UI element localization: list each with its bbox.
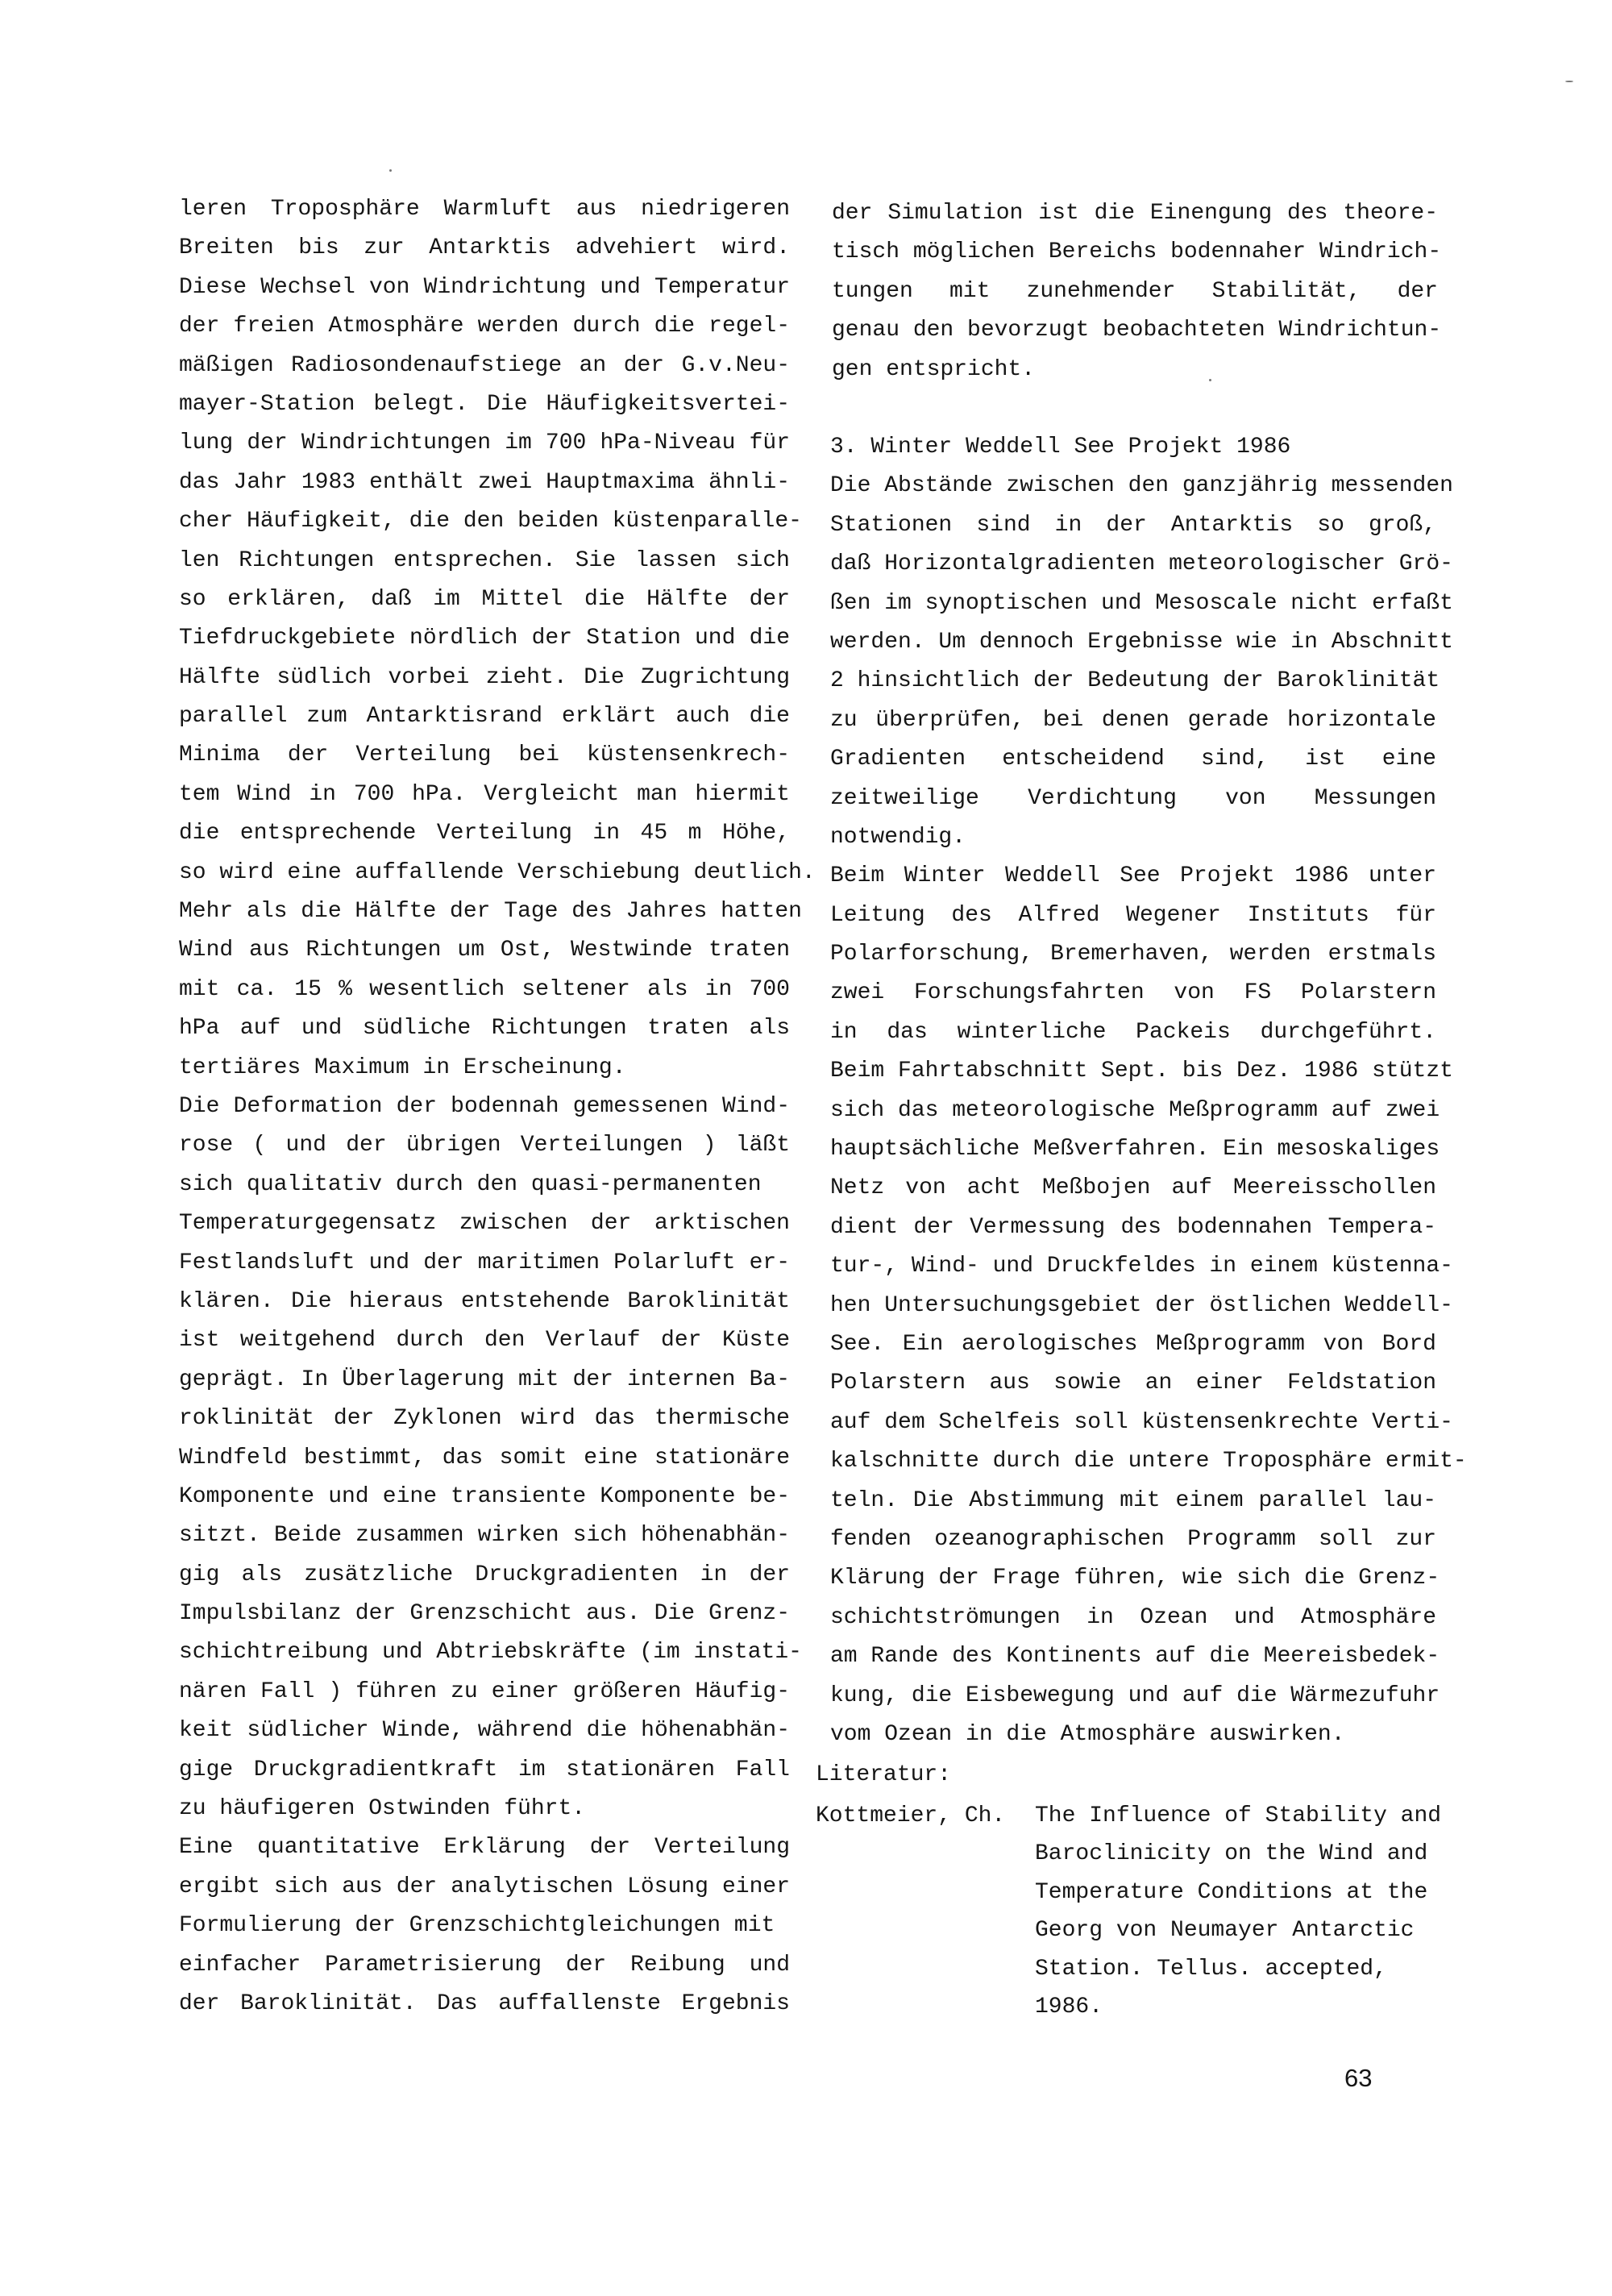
text-line: notwendig. xyxy=(830,824,966,850)
text-line: Impulsbilanz der Grenzschicht aus. Die Grenz- xyxy=(179,1601,790,1627)
text-line: Die Abstände zwischen den ganzjährig messenden xyxy=(830,473,1453,499)
text-line: gig als zusätzliche Druckgradienten in der xyxy=(179,1562,790,1587)
text-line: Leitung des Alfred Wegener Instituts für xyxy=(830,902,1436,928)
text-line: tem Wind in 700 hPa. Vergleicht man hiermit xyxy=(179,781,790,807)
text-line: Polarstern aus sowie an einer Feldstation xyxy=(830,1371,1436,1396)
text-line: Komponente und eine transiente Komponente be- xyxy=(179,1483,790,1509)
text-line: werden. Um dennoch Ergebnisse wie in Abschnitt xyxy=(830,629,1453,655)
text-line: nären Fall ) führen zu einer größeren Häufig- xyxy=(179,1678,790,1704)
text-line: hen Untersuchungsgebiet der östlichen Weddell- xyxy=(830,1292,1453,1318)
literature-heading xyxy=(816,1756,1057,1795)
text-line: Temperaturgegensatz zwischen der arktischen xyxy=(179,1211,790,1237)
text-line: ergibt sich aus der analytischen Lösung einer xyxy=(179,1874,790,1899)
text-line: zwei Forschungsfahrten von FS Polarstern xyxy=(830,980,1436,1006)
text-line: sich qualitativ durch den quasi-permanenten xyxy=(179,1171,762,1197)
text-line: Festlandsluft und der maritimen Polarluft er- xyxy=(179,1250,790,1275)
text-line: Beim Fahrtabschnitt Sept. bis Dez. 1986 stützt xyxy=(830,1059,1453,1084)
reference-title-line: Station. Tellus. accepted, xyxy=(1035,1956,1387,1982)
reference-author-block xyxy=(816,1797,1025,1835)
text-line: der Baroklinität. Das auffallenste Ergebnis xyxy=(179,1990,790,2016)
text-line: mäßigen Radiosondenaufstiege an der G.v.Neu- xyxy=(179,352,790,378)
text-line: Klärung der Frage führen, wie sich die Grenz- xyxy=(830,1566,1440,1591)
text-line: Diese Wechsel von Windrichtung und Temperatur xyxy=(179,274,790,300)
text-line: so erklären, daß im Mittel die Hälfte der xyxy=(179,586,790,612)
text-line: einfacher Parametrisierung der Reibung und xyxy=(179,1952,790,1978)
text-line: ist weitgehend durch den Verlauf der Küste xyxy=(179,1328,790,1354)
reference-author: Kottmeier, Ch. xyxy=(816,1803,1006,1828)
reference-title-line: Georg von Neumayer Antarctic xyxy=(1035,1918,1415,1944)
text-line: tur-, Wind- und Druckfeldes in einem küstenna- xyxy=(830,1254,1453,1279)
text-line: genau den bevorzugt beobachteten Windrichtun- xyxy=(832,318,1442,343)
text-line: Eine quantitative Erklärung der Verteilung xyxy=(179,1835,790,1861)
text-line: rose ( und der übrigen Verteilungen ) läßt xyxy=(179,1133,790,1158)
text-line: hauptsächliche Meßverfahren. Ein mesoskaliges xyxy=(830,1137,1440,1163)
text-line: der Simulation ist die Einengung des theore- xyxy=(832,201,1438,226)
text-line: der freien Atmosphäre werden durch die regel- xyxy=(179,314,790,339)
text-line: die entsprechende Verteilung in 45 m Höhe, xyxy=(179,821,790,846)
text-line: teln. Die Abstimmung mit einem parallel lau- xyxy=(830,1487,1436,1513)
text-line: auf dem Schelfeis soll küstensenkrechte Verti- xyxy=(830,1409,1453,1435)
text-line: ßen im synoptischen und Mesoscale nicht erfaßt xyxy=(830,590,1453,616)
section-heading: 3. Winter Weddell See Projekt 1986 xyxy=(830,435,1291,460)
text-line: leren Troposphäre Warmluft aus niedrigeren xyxy=(179,197,790,222)
text-line: roklinität der Zyklonen wird das thermische xyxy=(179,1406,790,1432)
text-line: am Rande des Kontinents auf die Meereisbedek- xyxy=(830,1644,1440,1670)
page-number: 63 xyxy=(1344,2064,1373,2092)
text-line: keit südlicher Winde, während die höhenabhän- xyxy=(179,1718,790,1744)
text-line: zeitweilige Verdichtung von Messungen xyxy=(830,785,1436,811)
text-line: daß Horizontalgradienten meteorologischer Grö- xyxy=(830,551,1453,577)
reference-title-line: The Influence of Stability and xyxy=(1035,1803,1442,1828)
text-line: lung der Windrichtungen im 700 hPa-Niveau für xyxy=(179,430,790,456)
text-line: Tiefdruckgebiete nördlich der Station und die xyxy=(179,626,790,651)
text-line: Beim Winter Weddell See Projekt 1986 unter xyxy=(830,863,1436,889)
text-line: Polarforschung, Bremerhaven, werden erstmals xyxy=(830,942,1436,967)
text-line: Netz von acht Meßbojen auf Meereisschollen xyxy=(830,1175,1436,1201)
text-line: hPa auf und südliche Richtungen traten als xyxy=(179,1016,790,1042)
text-line: len Richtungen entsprechen. Sie lassen sich xyxy=(179,547,790,573)
text-line: cher Häufigkeit, die den beiden küstenparalle- xyxy=(179,509,802,534)
text-line: sich das meteorologische Meßprogramm auf zwei xyxy=(830,1097,1440,1123)
scan-mark xyxy=(1565,81,1573,82)
text-line: Breiten bis zur Antarktis advehiert wird. xyxy=(179,235,790,261)
scan-speck xyxy=(389,169,392,172)
text-line: Windfeld bestimmt, das somit eine stationäre xyxy=(179,1445,790,1470)
text-line: das Jahr 1983 enthält zwei Hauptmaxima ähnli- xyxy=(179,469,790,495)
text-line: mayer-Station belegt. Die Häufigkeitsvertei- xyxy=(179,391,790,417)
text-line: sitzt. Beide zusammen wirken sich höhenabhän- xyxy=(179,1523,790,1549)
reference-title-line: Baroclinicity on the Wind and xyxy=(1035,1841,1428,1867)
text-line: Gradienten entscheidend sind, ist eine xyxy=(830,747,1436,772)
reference-title-block xyxy=(1035,1797,1442,2026)
text-line: Stationen sind in der Antarktis so groß, xyxy=(830,512,1436,538)
text-line: in das winterliche Packeis durchgeführt. xyxy=(830,1019,1436,1045)
text-line: vom Ozean in die Atmosphäre auswirken. xyxy=(830,1721,1345,1747)
right-text-column-main xyxy=(830,428,1467,1754)
reference-title-line: Temperature Conditions at the xyxy=(1035,1879,1428,1905)
text-line: Hälfte südlich vorbei zieht. Die Zugrichtung xyxy=(179,664,790,690)
text-line: tungen mit zunehmender Stabilität, der xyxy=(832,278,1438,304)
text-line: klären. Die hieraus entstehende Baroklinität xyxy=(179,1288,790,1314)
text-line: tertiäres Maximum in Erscheinung. xyxy=(179,1054,626,1080)
text-line: Die Deformation der bodennah gemessenen Wind- xyxy=(179,1093,790,1119)
text-line: See. Ein aerologisches Meßprogramm von Bord xyxy=(830,1331,1436,1357)
text-line: zu häufigeren Ostwinden führt. xyxy=(179,1796,586,1822)
text-line: parallel zum Antarktisrand erklärt auch die xyxy=(179,704,790,730)
text-line: Mehr als die Hälfte der Tage des Jahres hatten xyxy=(179,899,802,925)
left-text-column xyxy=(179,190,816,2024)
text-line: dient der Vermessung des bodennahen Tempera- xyxy=(830,1214,1436,1240)
text-line: so wird eine auffallende Verschiebung deutlich. xyxy=(179,859,816,885)
text-line: Minima der Verteilung bei küstensenkrech- xyxy=(179,742,790,768)
text-line: Formulierung der Grenzschichtgleichungen mit xyxy=(179,1913,775,1939)
text-line: Wind aus Richtungen um Ost, Westwinde traten xyxy=(179,938,790,963)
text-line: geprägt. In Überlagerung mit der internen Ba- xyxy=(179,1366,790,1392)
text-line: gen entspricht. xyxy=(832,356,1036,382)
text-line: tisch möglichen Bereichs bodennaher Windrich- xyxy=(832,239,1442,265)
text-line: mit ca. 15 % wesentlich seltener als in 700 xyxy=(179,976,790,1002)
reference-title-line: 1986. xyxy=(1035,1994,1103,2019)
text-line: schichtreibung und Abtriebskräfte (im instati- xyxy=(179,1640,802,1666)
text-line: 2 hinsichtlich der Bedeutung der Baroklinität xyxy=(830,668,1440,694)
text-line: fenden ozeanographischen Programm soll zur xyxy=(830,1526,1436,1552)
text-line: kung, die Eisbewegung und auf die Wärmezufuhr xyxy=(830,1682,1440,1708)
text-line: gige Druckgradientkraft im stationären Fall xyxy=(179,1757,790,1782)
text-line: kalschnitte durch die untere Troposphäre ermit- xyxy=(830,1449,1467,1475)
literature-label: Literatur: xyxy=(816,1762,952,1787)
scan-speck xyxy=(1209,379,1211,381)
text-line: schichtströmungen in Ozean und Atmosphäre xyxy=(830,1604,1436,1630)
right-text-column-intro xyxy=(832,194,1442,389)
text-line: zu überprüfen, bei denen gerade horizontale xyxy=(830,707,1436,733)
